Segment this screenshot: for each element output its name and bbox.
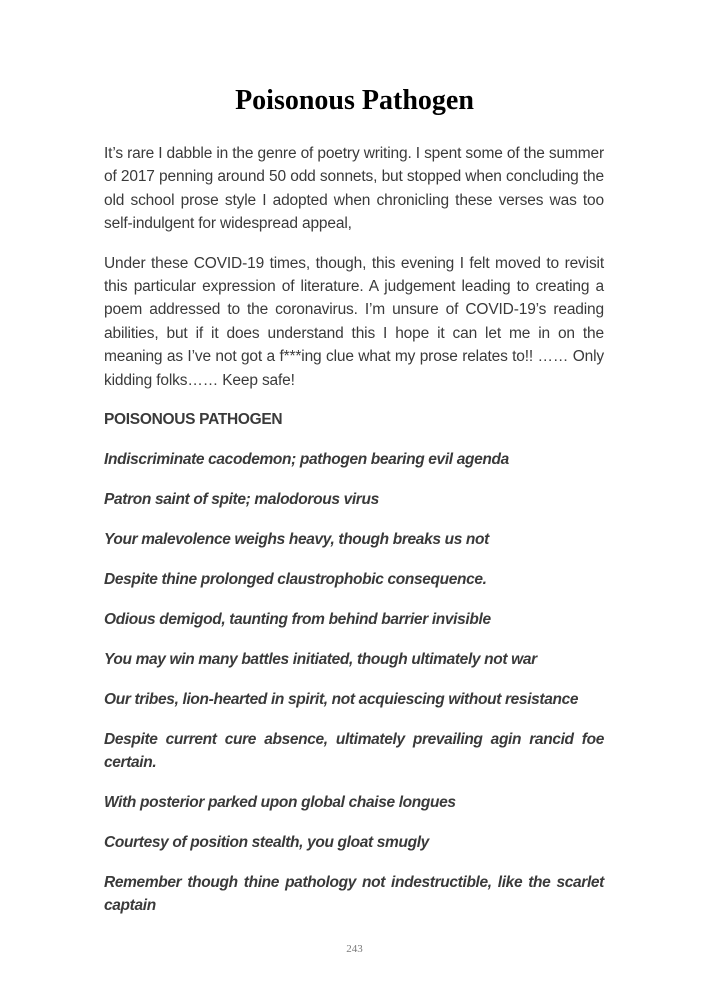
- poem-verse-8: Despite current cure absence, ultimately prevailing agin rancid foe certain.: [104, 731, 604, 772]
- poem-heading: POISONOUS PATHOGEN: [104, 411, 283, 429]
- poem-verse-11: Remember though thine pathology not indestructible, like the scarlet captain: [104, 874, 604, 915]
- poem-verse-9: With posterior parked upon global chaise longues: [104, 794, 456, 812]
- poem-verse-5: Odious demigod, taunting from behind barrier invisible: [104, 611, 491, 629]
- page-body: [104, 142, 604, 934]
- poem-verse-1: Indiscriminate cacodemon; pathogen bearing evil agenda: [104, 451, 509, 469]
- intro-paragraph-2: Under these COVID-19 times, though, this evening I felt moved to revisit this particular expression of literature. A judgement leading to creating a poem addressed to the coronavirus. I’m unsure of COVID-19’s reading abilities, but if it does understand this I hope it can let me in on the meaning as I’ve not got a f***ing clue what my prose relates to!! …… Only kidding folks…… Keep safe!: [104, 254, 604, 389]
- poem-verse-10: Courtesy of position stealth, you gloat smugly: [104, 834, 429, 852]
- poem-verse-2: Patron saint of spite; malodorous virus: [104, 491, 379, 509]
- page-number: 243: [346, 943, 363, 955]
- poem-verse-6: You may win many battles initiated, though ultimately not war: [104, 651, 537, 669]
- poem-verse-7: Our tribes, lion-hearted in spirit, not acquiescing without resistance: [104, 691, 579, 709]
- intro-paragraph-1: It’s rare I dabble in the genre of poetry writing. I spent some of the summer of 2017 penning around 50 odd sonnets, but stopped when concluding the old school prose style I adopted when chronicling these verses was too self-indulgent for widespread appeal,: [104, 145, 604, 233]
- page-title: Poisonous Pathogen: [235, 85, 474, 116]
- poem-verse-4: Despite thine prolonged claustrophobic consequence.: [104, 571, 487, 589]
- poem-verse-3: Your malevolence weighs heavy, though breaks us not: [104, 531, 489, 549]
